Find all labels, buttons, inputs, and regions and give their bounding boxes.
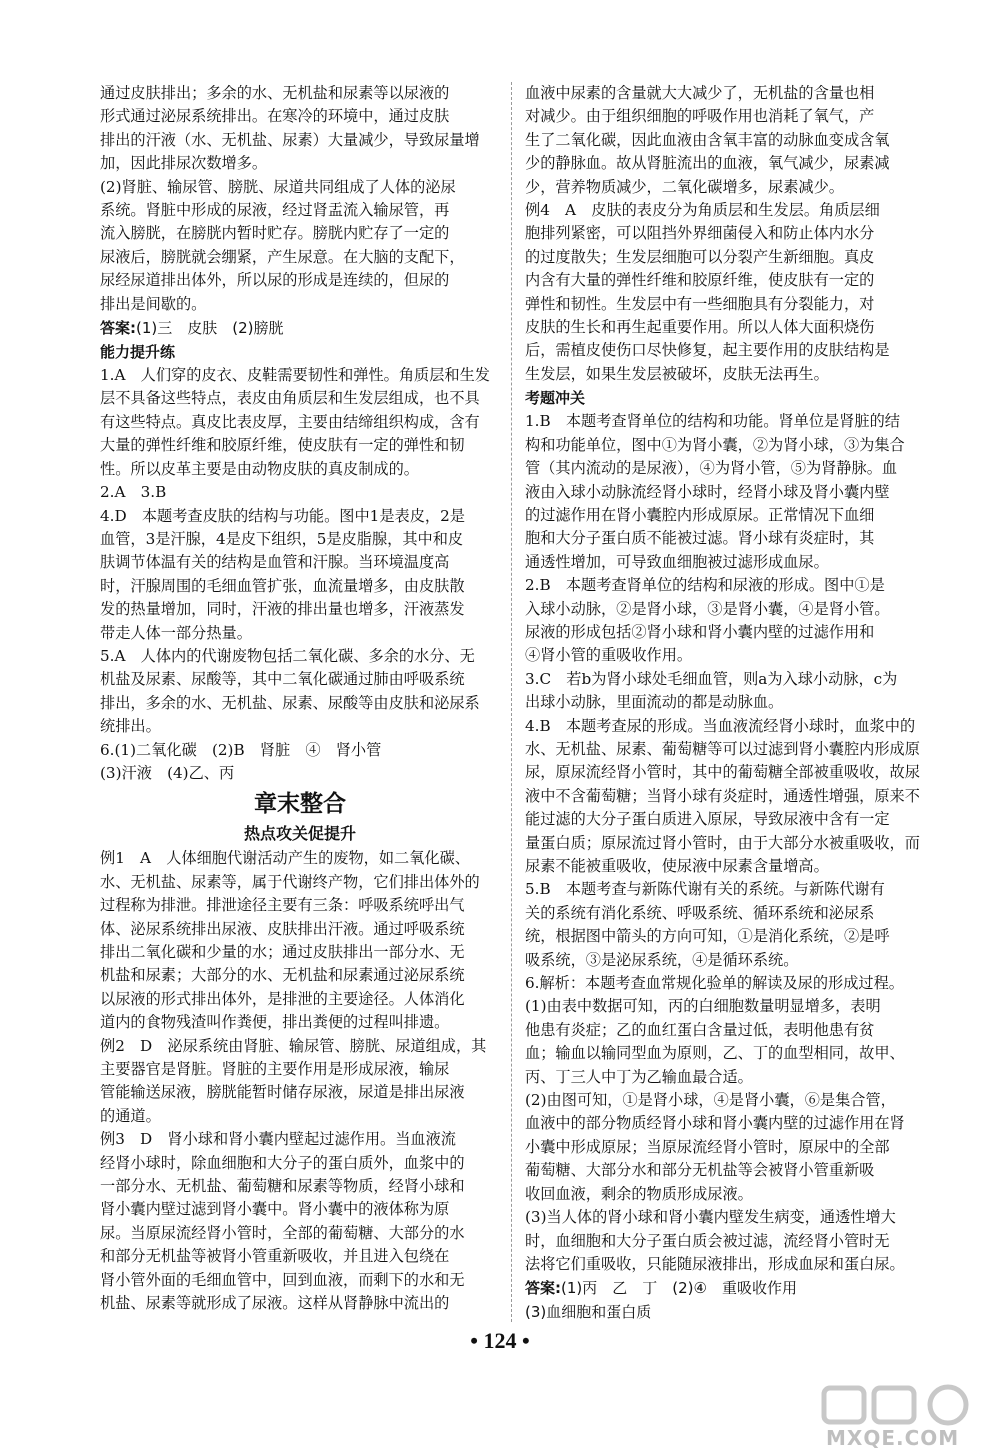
text-line: 排出的汗液（水、无机盐、尿素）大量减少，导致尿量增 bbox=[100, 130, 480, 149]
text-line: 水、无机盐、尿素、葡萄糖等可以过滤到肾小囊腔内形成原 bbox=[525, 739, 920, 758]
right-column bbox=[525, 82, 927, 1324]
answer-line-2 bbox=[525, 1300, 927, 1324]
question-5 bbox=[100, 645, 500, 739]
text-line: 1.B 本题考查肾单位的结构和功能。肾单位是肾脏的结 bbox=[525, 412, 900, 431]
text-line: 排出，多余的水、无机盐、尿素、尿酸等由皮肤和泌尿系 bbox=[100, 693, 480, 712]
text-line: 时，汗腺周围的毛细血管扩张，血流量增多，由皮肤散 bbox=[100, 576, 465, 595]
text-line: 有这些特点。真皮比表皮厚，主要由结缔组织构成，含有 bbox=[100, 412, 480, 431]
chapter-subtitle: 热点攻关促提升 bbox=[243, 824, 356, 844]
answer-label: 答案: bbox=[100, 319, 136, 338]
text-line: (2)由图可知，①是肾小球，④是肾小囊，⑥是集合管， bbox=[525, 1091, 896, 1110]
review-question-5 bbox=[525, 878, 927, 972]
question-2-3 bbox=[100, 481, 500, 504]
section-heading: 能力提升练 bbox=[100, 343, 176, 362]
text-line: 尿液的形成包括②肾小球和肾小囊内壁的过滤作用和 bbox=[525, 622, 875, 641]
text-line: 时，血细胞和大分子蛋白质会被过滤，流经肾小管时无 bbox=[525, 1231, 890, 1250]
review-question-2 bbox=[525, 574, 927, 668]
text-line: 排出二氧化碳和少量的水；通过皮肤排出一部分水、无 bbox=[100, 943, 465, 961]
text-line: 生发层，如果生发层被破坏，皮肤无法再生。 bbox=[525, 364, 829, 383]
text-line: 弹性和韧性。生发层中有一些细胞具有分裂能力，对 bbox=[525, 294, 875, 313]
text-line: 法将它们重吸收，只能随尿液排出，形成血尿和蛋白尿。 bbox=[525, 1254, 905, 1273]
text-line: 经肾小球时，除血细胞和大分子的蛋白质外，血浆中的 bbox=[100, 1153, 465, 1172]
text-line: 通透性增加，可导致血细胞被过滤形成血尿。 bbox=[525, 552, 829, 571]
text-line: 尿经尿道排出体外，所以尿的形成是连续的，但尿的 bbox=[100, 271, 450, 290]
continued-paragraph bbox=[525, 82, 927, 199]
example-2 bbox=[100, 1035, 500, 1129]
text-line: 吸系统，③是泌尿系统，④是循环系统。 bbox=[525, 950, 799, 969]
text-line: 主要器官是肾脏。肾脏的主要作用是形成尿液，输尿 bbox=[100, 1060, 450, 1079]
answer-text: (1)丙 乙 丁 (2)④ 重吸收作用 bbox=[561, 1279, 797, 1298]
text-line: 液由入球小动脉流经肾小球时，经肾小球及肾小囊内壁 bbox=[525, 482, 890, 501]
text-line: 统，根据图中箭头的方向可知，①是消化系统，②是呼 bbox=[525, 927, 890, 946]
text-line: 的过滤作用在肾小囊腔内形成原尿。正常情况下血细 bbox=[525, 505, 875, 524]
answer-line bbox=[100, 316, 500, 340]
text-line: 例1 A 人体细胞代谢活动产生的废物，如二氧化碳、 bbox=[100, 849, 470, 868]
text-line: 6.解析：本题考查血常规化验单的解读及尿的形成过程。 bbox=[525, 974, 904, 993]
text-line: 2.B 本题考查肾单位的结构和尿液的形成。图中①是 bbox=[525, 576, 885, 595]
text-line: 葡萄糖、大部分水和部分无机盐等会被肾小管重新吸 bbox=[525, 1161, 875, 1180]
text-line: 通过皮肤排出；多余的水、无机盐和尿素等以尿液的 bbox=[100, 84, 450, 102]
review-question-1 bbox=[525, 410, 927, 574]
text-line: 少的静脉血。故从肾脏流出的血液，氧气减少，尿素减 bbox=[525, 154, 890, 173]
text-line: 肤调节体温有关的结构是血管和汗腺。当环境温度高 bbox=[100, 553, 450, 572]
text-line: 1.A 人们穿的皮衣、皮鞋需要韧性和弹性。角质层和生发 bbox=[100, 366, 490, 385]
text-line: 小囊中形成原尿；当原尿流经肾小管时，原尿中的全部 bbox=[525, 1137, 890, 1156]
text-line: 3.C 若b为肾小球处毛细血管，则a为入球小动脉，c为 bbox=[525, 669, 898, 688]
section-heading: 考题冲关 bbox=[525, 389, 586, 408]
text-line: 例2 D 泌尿系统由肾脏、输尿管、膀胱、尿道组成，其 bbox=[100, 1036, 487, 1055]
text-line: 管能输送尿液，膀胱能暂时储存尿液，尿道是排出尿液 bbox=[100, 1083, 465, 1102]
text-line: 出球小动脉，里面流动的都是动脉血。 bbox=[525, 693, 784, 712]
text-line: 带走人体一部分热量。 bbox=[100, 623, 252, 642]
example-3 bbox=[100, 1128, 500, 1315]
question-1 bbox=[100, 364, 500, 481]
text-line: 例4 A 皮肤的表皮分为角质层和生发层。角质层细 bbox=[525, 201, 880, 220]
text-line: (3)当人体的肾小球和肾小囊内壁发生病变，通透性增大 bbox=[525, 1208, 896, 1227]
text-line: 尿。当原尿流经肾小管时，全部的葡萄糖、大部分的水 bbox=[100, 1223, 465, 1242]
left-column bbox=[100, 82, 500, 1316]
text-line: 量蛋白质；原尿流过肾小管时，由于大部分水被重吸收，而 bbox=[525, 833, 920, 852]
text-line: 血液中的部分物质经肾小球和肾小囊内壁的过滤作用在肾 bbox=[525, 1114, 905, 1133]
page-number: • 124 • bbox=[470, 1328, 530, 1353]
text-line: 层不具备这些特点，表皮由角质层和生发层组成，也不具 bbox=[100, 389, 480, 408]
question-6 bbox=[100, 739, 500, 786]
text-line: 的通道。 bbox=[100, 1106, 161, 1125]
text-line: 发的热量增加，同时，汗液的排出量也增多，汗液蒸发 bbox=[100, 600, 465, 619]
text-line: 大量的弹性纤维和胶原纤维，使皮肤有一定的弹性和韧 bbox=[100, 436, 465, 455]
text-line: 血；输血以输同型血为原则，乙、丁的血型相同，故甲、 bbox=[525, 1044, 905, 1063]
text-line: 4.D 本题考查皮肤的结构与功能。图中1是表皮，2是 bbox=[100, 506, 465, 525]
text-line: 生了二氧化碳，因此血液由含氧丰富的动脉血变成含氧 bbox=[525, 130, 890, 149]
text-line: 5.B 本题考查与新陈代谢有关的系统。与新陈代谢有 bbox=[525, 880, 885, 899]
text-line: 道内的食物残渣叫作粪便，排出粪便的过程叫排遗。 bbox=[100, 1013, 450, 1032]
text-line: ④肾小管的重吸收作用。 bbox=[525, 646, 693, 665]
text-line: 机盐和尿素；大部分的水、无机盐和尿素通过泌尿系统 bbox=[100, 966, 465, 985]
text-line: 的过度散失；生发层细胞可以分裂产生新细胞。真皮 bbox=[525, 247, 875, 266]
example-1 bbox=[100, 847, 500, 1034]
text-line: 肾小囊内壁过滤到肾小囊中。肾小囊中的液体称为原 bbox=[100, 1200, 450, 1219]
question-4 bbox=[100, 505, 500, 645]
text-line: 体、泌尿系统排出尿液、皮肤排出汗液。通过呼吸系统 bbox=[100, 919, 465, 938]
text-line: 肾小管外面的毛细血管中，回到血液，而剩下的水和无 bbox=[100, 1270, 465, 1289]
text-line: 皮肤的生长和再生起重要作用。所以人体大面积烧伤 bbox=[525, 318, 875, 337]
text-line: 流入膀胱，在膀胱内暂时贮存。膀胱内贮存了一定的 bbox=[100, 224, 450, 243]
text-line: 机盐、尿素等就形成了尿液。这样从肾静脉中流出的 bbox=[100, 1294, 450, 1313]
text-line: 和部分无机盐等被肾小管重新吸收，并且进入包绕在 bbox=[100, 1247, 450, 1266]
review-question-3 bbox=[525, 668, 927, 715]
text-line: 内含有大量的弹性纤维和胶原纤维，使皮肤有一定的 bbox=[525, 271, 875, 290]
review-question-4 bbox=[525, 715, 927, 879]
text-line: 丙、丁三人中丁为乙输血最合适。 bbox=[525, 1067, 753, 1086]
text-line: (2)肾脏、输尿管、膀胱、尿道共同组成了人体的泌尿 bbox=[100, 177, 456, 196]
text-line: 构和功能单位，图中①为肾小囊，②为肾小球，③为集合 bbox=[525, 435, 905, 454]
intro-paragraph bbox=[100, 82, 500, 316]
text-line: 性。所以皮革主要是由动物皮肤的真皮制成的。 bbox=[100, 459, 419, 478]
text-line: 对减少。由于组织细胞的呼吸作用也消耗了氧气，产 bbox=[525, 107, 875, 126]
column-divider bbox=[511, 82, 512, 1322]
chapter-title: 章末整合 bbox=[254, 791, 346, 818]
text-line: 他患有炎症；乙的血红蛋白含量过低，表明他患有贫 bbox=[525, 1020, 875, 1039]
text-line: 收回血液，剩余的物质形成尿液。 bbox=[525, 1184, 753, 1203]
text-line: 形式通过泌尿系统排出。在寒冷的环境中，通过皮肤 bbox=[100, 107, 450, 126]
example-4 bbox=[525, 199, 927, 386]
text-line: 以尿液的形式排出体外，是排泄的主要途径。人体消化 bbox=[100, 989, 465, 1008]
text-line: 过程称为排泄。排泄途径主要有三条：呼吸系统呼出气 bbox=[100, 896, 465, 915]
text-line: 系统。肾脏中形成的尿液，经过肾盂流入输尿管，再 bbox=[100, 201, 450, 220]
text-line: 4.B 本题考查尿的形成。当血液流经肾小球时，血浆中的 bbox=[525, 716, 916, 735]
text-line: 统排出。 bbox=[100, 717, 161, 736]
text-line: 尿素不能被重吸收，使尿液中尿素含量增高。 bbox=[525, 857, 829, 875]
text-line: 液中不含葡萄糖；当肾小球有炎症时，通透性增强，原来不 bbox=[525, 786, 920, 805]
answer-line bbox=[525, 1276, 927, 1300]
answer-text: (1)三 皮肤 (2)膀胱 bbox=[136, 319, 284, 338]
text-line: 管（其内流动的是尿液），④为肾小管，⑤为肾静脉。血 bbox=[525, 459, 898, 478]
text-line: 胞排列紧密，可以阻挡外界细菌侵入和防止体内水分 bbox=[525, 224, 875, 243]
text-line: 2.A 3.B bbox=[100, 483, 167, 502]
text-line: (1)由表中数据可知，丙的白细胞数量明显增多，表明 bbox=[525, 997, 881, 1016]
text-line: 尿，原尿流经肾小管时，其中的葡萄糖全部被重吸收，故尿 bbox=[525, 763, 920, 782]
text-line: 加，因此排尿次数增多。 bbox=[100, 154, 268, 173]
text-line: 胞和大分子蛋白质不能被过滤。肾小球有炎症时，其 bbox=[525, 529, 875, 548]
text-line: 6.(1)二氧化碳 (2)B 肾脏 ④ 肾小管 bbox=[100, 740, 382, 759]
text-line: 尿液后，膀胱就会绷紧，产生尿意。在大脑的支配下， bbox=[100, 247, 465, 266]
text-line: 少，营养物质减少，二氧化碳增多，尿素减少。 bbox=[525, 177, 844, 196]
text-line: 入球小动脉，②是肾小球，③是肾小囊，④是肾小管。 bbox=[525, 599, 890, 618]
text-line: 例3 D 肾小球和肾小囊内壁起过滤作用。当血液流 bbox=[100, 1130, 456, 1149]
text-line: 血液中尿素的含量就大大减少了，无机盐的含量也相 bbox=[525, 84, 875, 102]
text-line: 一部分水、无机盐、葡萄糖和尿素等物质，经肾小球和 bbox=[100, 1177, 465, 1196]
answer-text: (3)血细胞和蛋白质 bbox=[525, 1303, 652, 1322]
text-line: 血管，3是汗腺，4是皮下组织，5是皮脂腺，其中和皮 bbox=[100, 529, 464, 548]
text-line: 排出是间歇的。 bbox=[100, 294, 207, 313]
text-line: 后，需植皮使伤口尽快修复，起主要作用的皮肤结构是 bbox=[525, 341, 890, 360]
text-line: 关的系统有消化系统、呼吸系统、循环系统和泌尿系 bbox=[525, 903, 875, 922]
answer-label: 答案: bbox=[525, 1279, 561, 1298]
text-line: 机盐及尿素、尿酸等，其中二氧化碳通过肺由呼吸系统 bbox=[100, 670, 465, 689]
text-line: 水、无机盐、尿素等，属于代谢终产物，它们排出体外的 bbox=[100, 872, 480, 891]
watermark-text: MXQE.COM bbox=[826, 1426, 960, 1450]
text-line: (3)汗液 (4)乙、丙 bbox=[100, 763, 235, 782]
text-line: 5.A 人体内的代谢废物包括二氧化碳、多余的水分、无 bbox=[100, 646, 475, 665]
text-line: 能过滤的大分子蛋白质进入原尿，导致尿液中含有一定 bbox=[525, 810, 890, 829]
review-question-6 bbox=[525, 972, 927, 1276]
